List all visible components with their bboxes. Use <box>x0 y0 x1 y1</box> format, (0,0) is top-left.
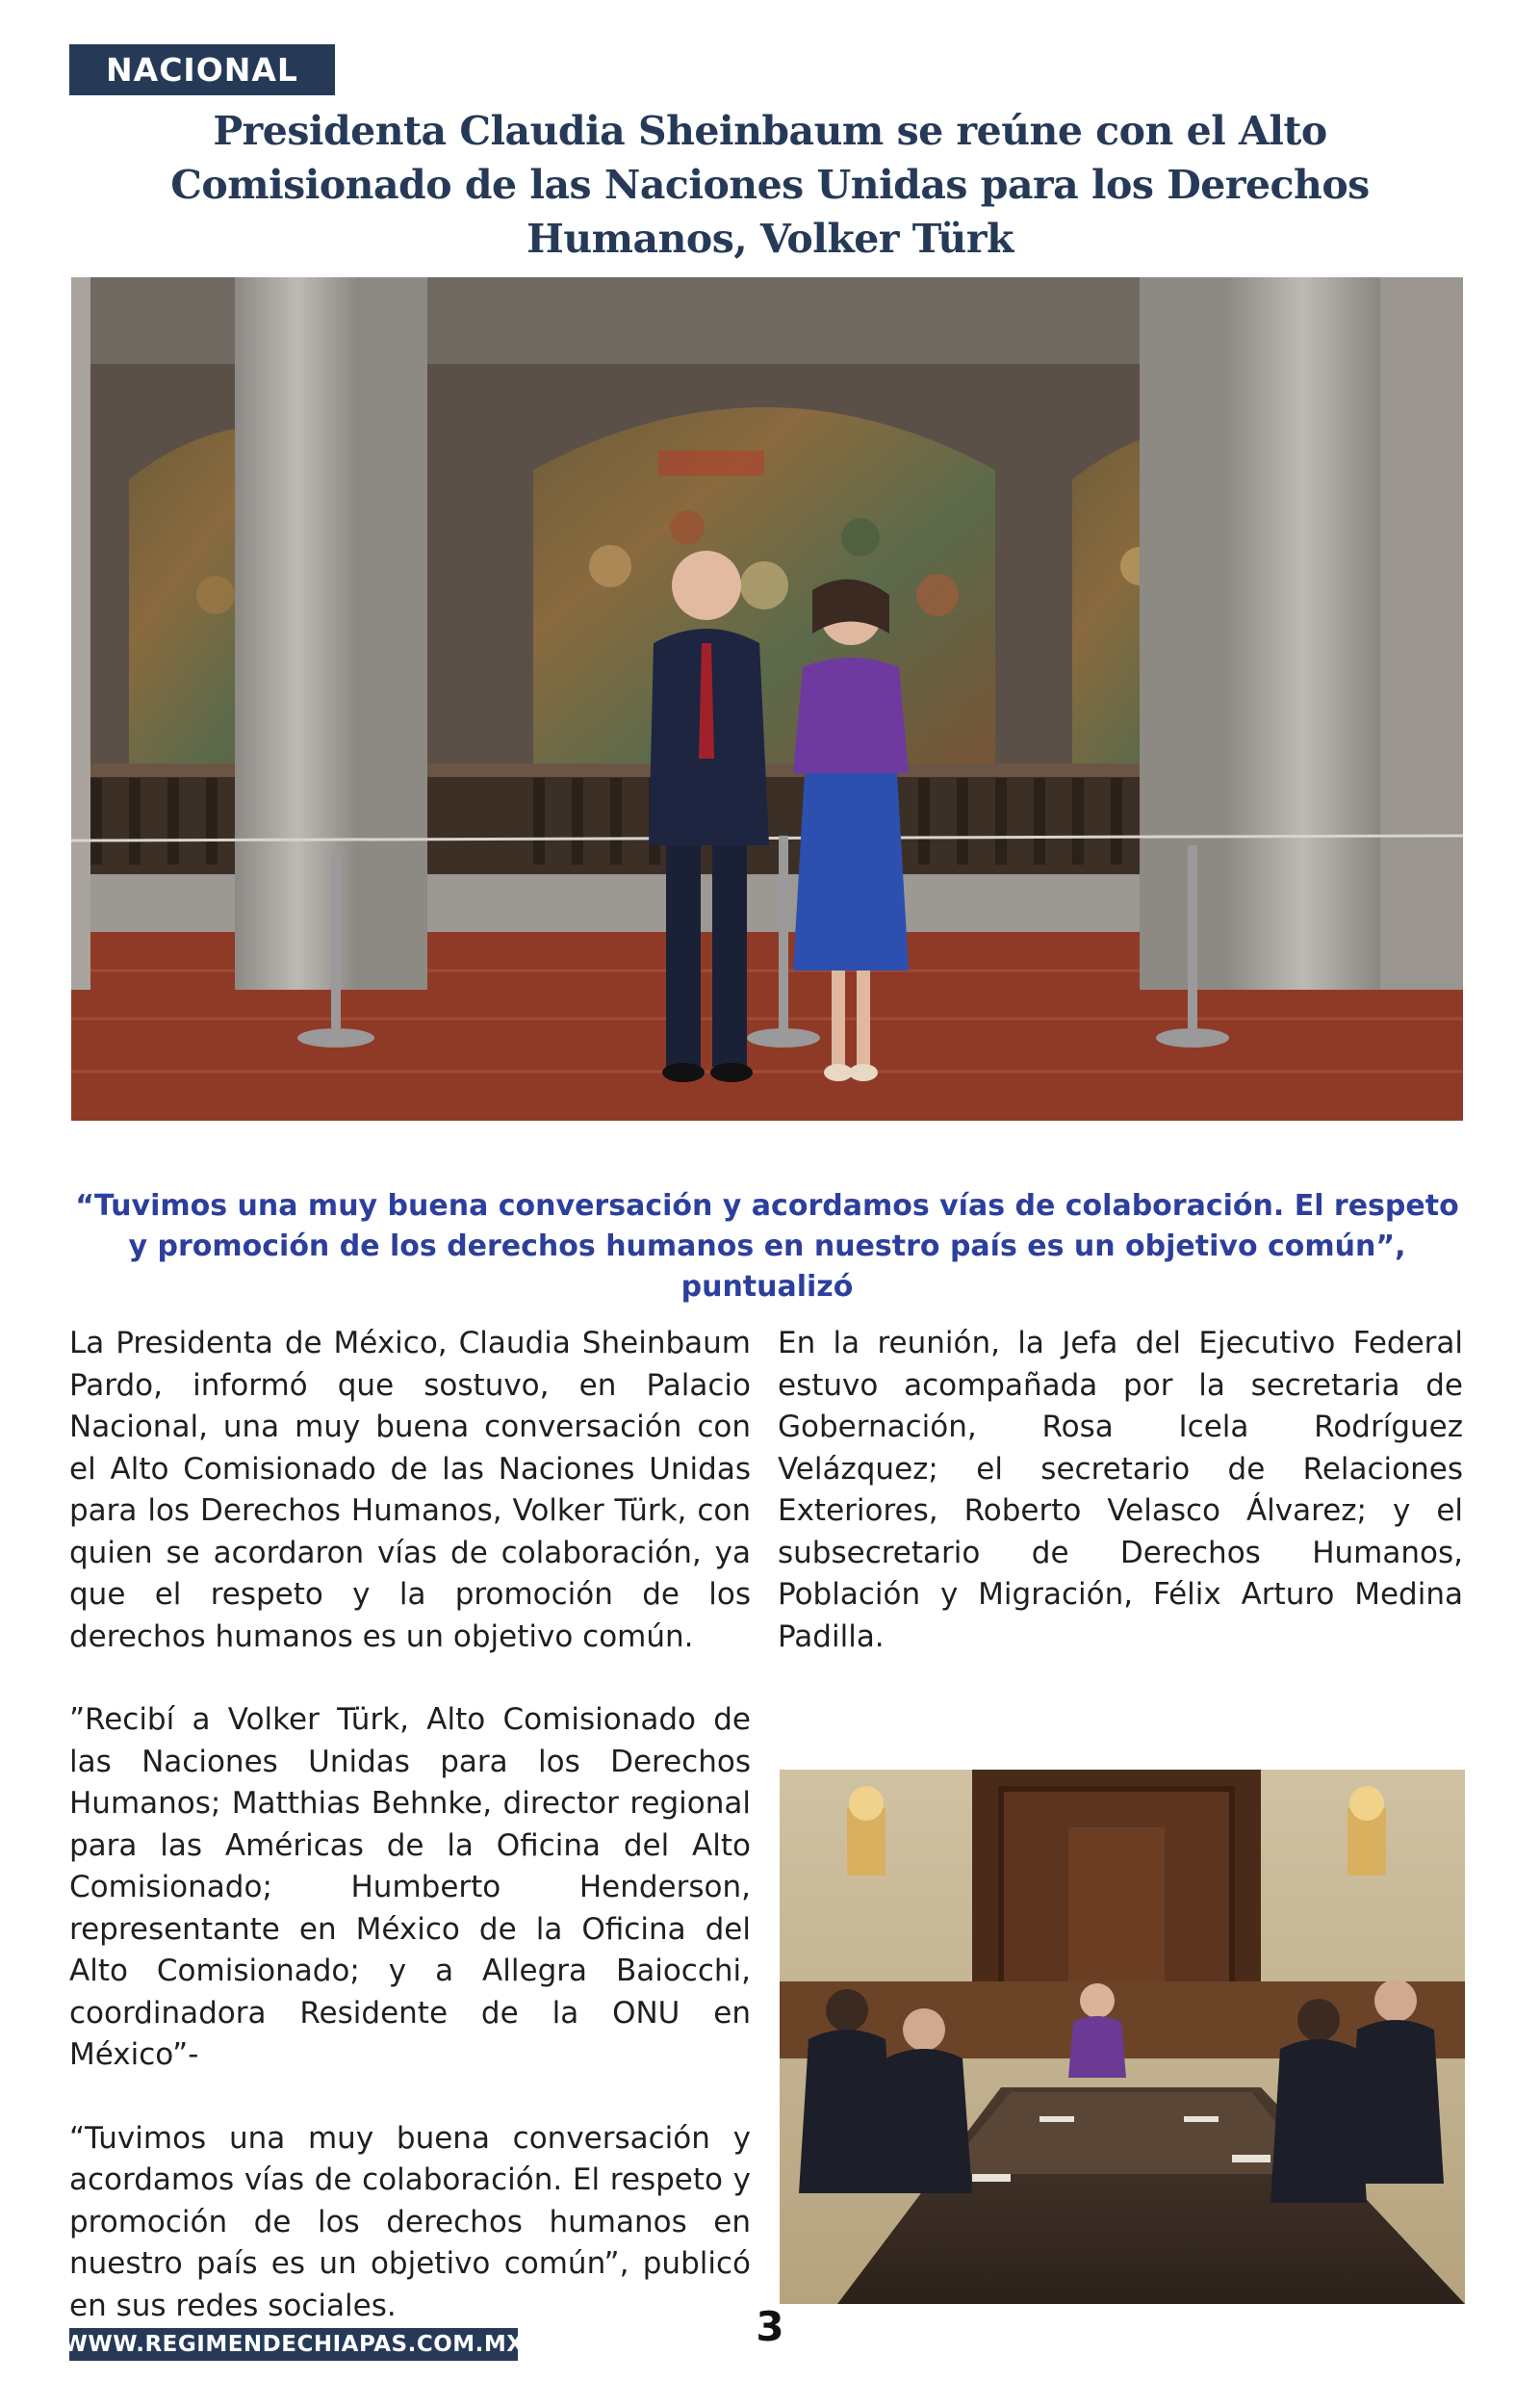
article-paragraph: En la reunión, la Jefa del Ejecutivo Federal estuvo acompañada por la secretaria de Gobernación, Rosa Icela Rodríguez Velázquez; el secretario de Relaciones Exteriores, Roberto Velasco Álvarez; y el subsecretario de Derechos Humanos, Población y Migración, Félix Arturo Medina Padilla. <box>778 1326 1463 1654</box>
meeting-photo-illustration <box>780 1770 1465 2304</box>
main-photo-illustration <box>71 277 1463 1121</box>
article-paragraph: “Tuvimos una muy buena conversación y acordamos vías de colaboración. El respeto y promoción de los derechos humanos en nuestro país es un objetivo común”, publicó en sus redes sociales. <box>69 2120 751 2323</box>
meeting-photo <box>780 1770 1465 2304</box>
article-paragraph: La Presidenta de México, Claudia Sheinbaum Pardo, informó que sostuvo, en Palacio Nacional, una muy buena conversación con el Alto Comisionado de las Naciones Unidas para los Derechos Humanos, Volker Türk, con quien se acordaron vías de colaboración, ya que el respeto y la promoción de los derechos humanos es un objetivo común. <box>69 1326 751 1654</box>
section-label: NACIONAL <box>69 44 335 95</box>
pull-quote: “Tuvimos una muy buena conversación y acordamos vías de colaboración. El respeto y promoción de los derechos humanos en nuestro país es un objetivo común”, puntualizó <box>75 1189 1459 1304</box>
main-photo <box>71 277 1463 1121</box>
page-number: 3 <box>756 2303 784 2350</box>
article-column-right <box>778 1323 1463 1699</box>
article-paragraph: ”Recibí a Volker Türk, Alto Comisionado de las Naciones Unidas para los Derechos Humanos; Matthias Behnke, director regional para las Américas de la Oficina del Alto Comisionado; Humberto Henderson, representante en México de la Oficina del Alto Comisionado; y a Allegra Baiocchi, coordinadora Residente de la ONU en México”- <box>69 1702 751 2072</box>
article-column-left <box>69 1323 751 2368</box>
footer-website-url[interactable]: WWW.REGIMENDECHIAPAS.COM.MX <box>69 2328 518 2361</box>
article-headline: Presidenta Claudia Sheinbaum se reúne con el Alto Comisionado de las Naciones Unidas para los Derechos Humanos, Volker Türk <box>170 108 1370 262</box>
